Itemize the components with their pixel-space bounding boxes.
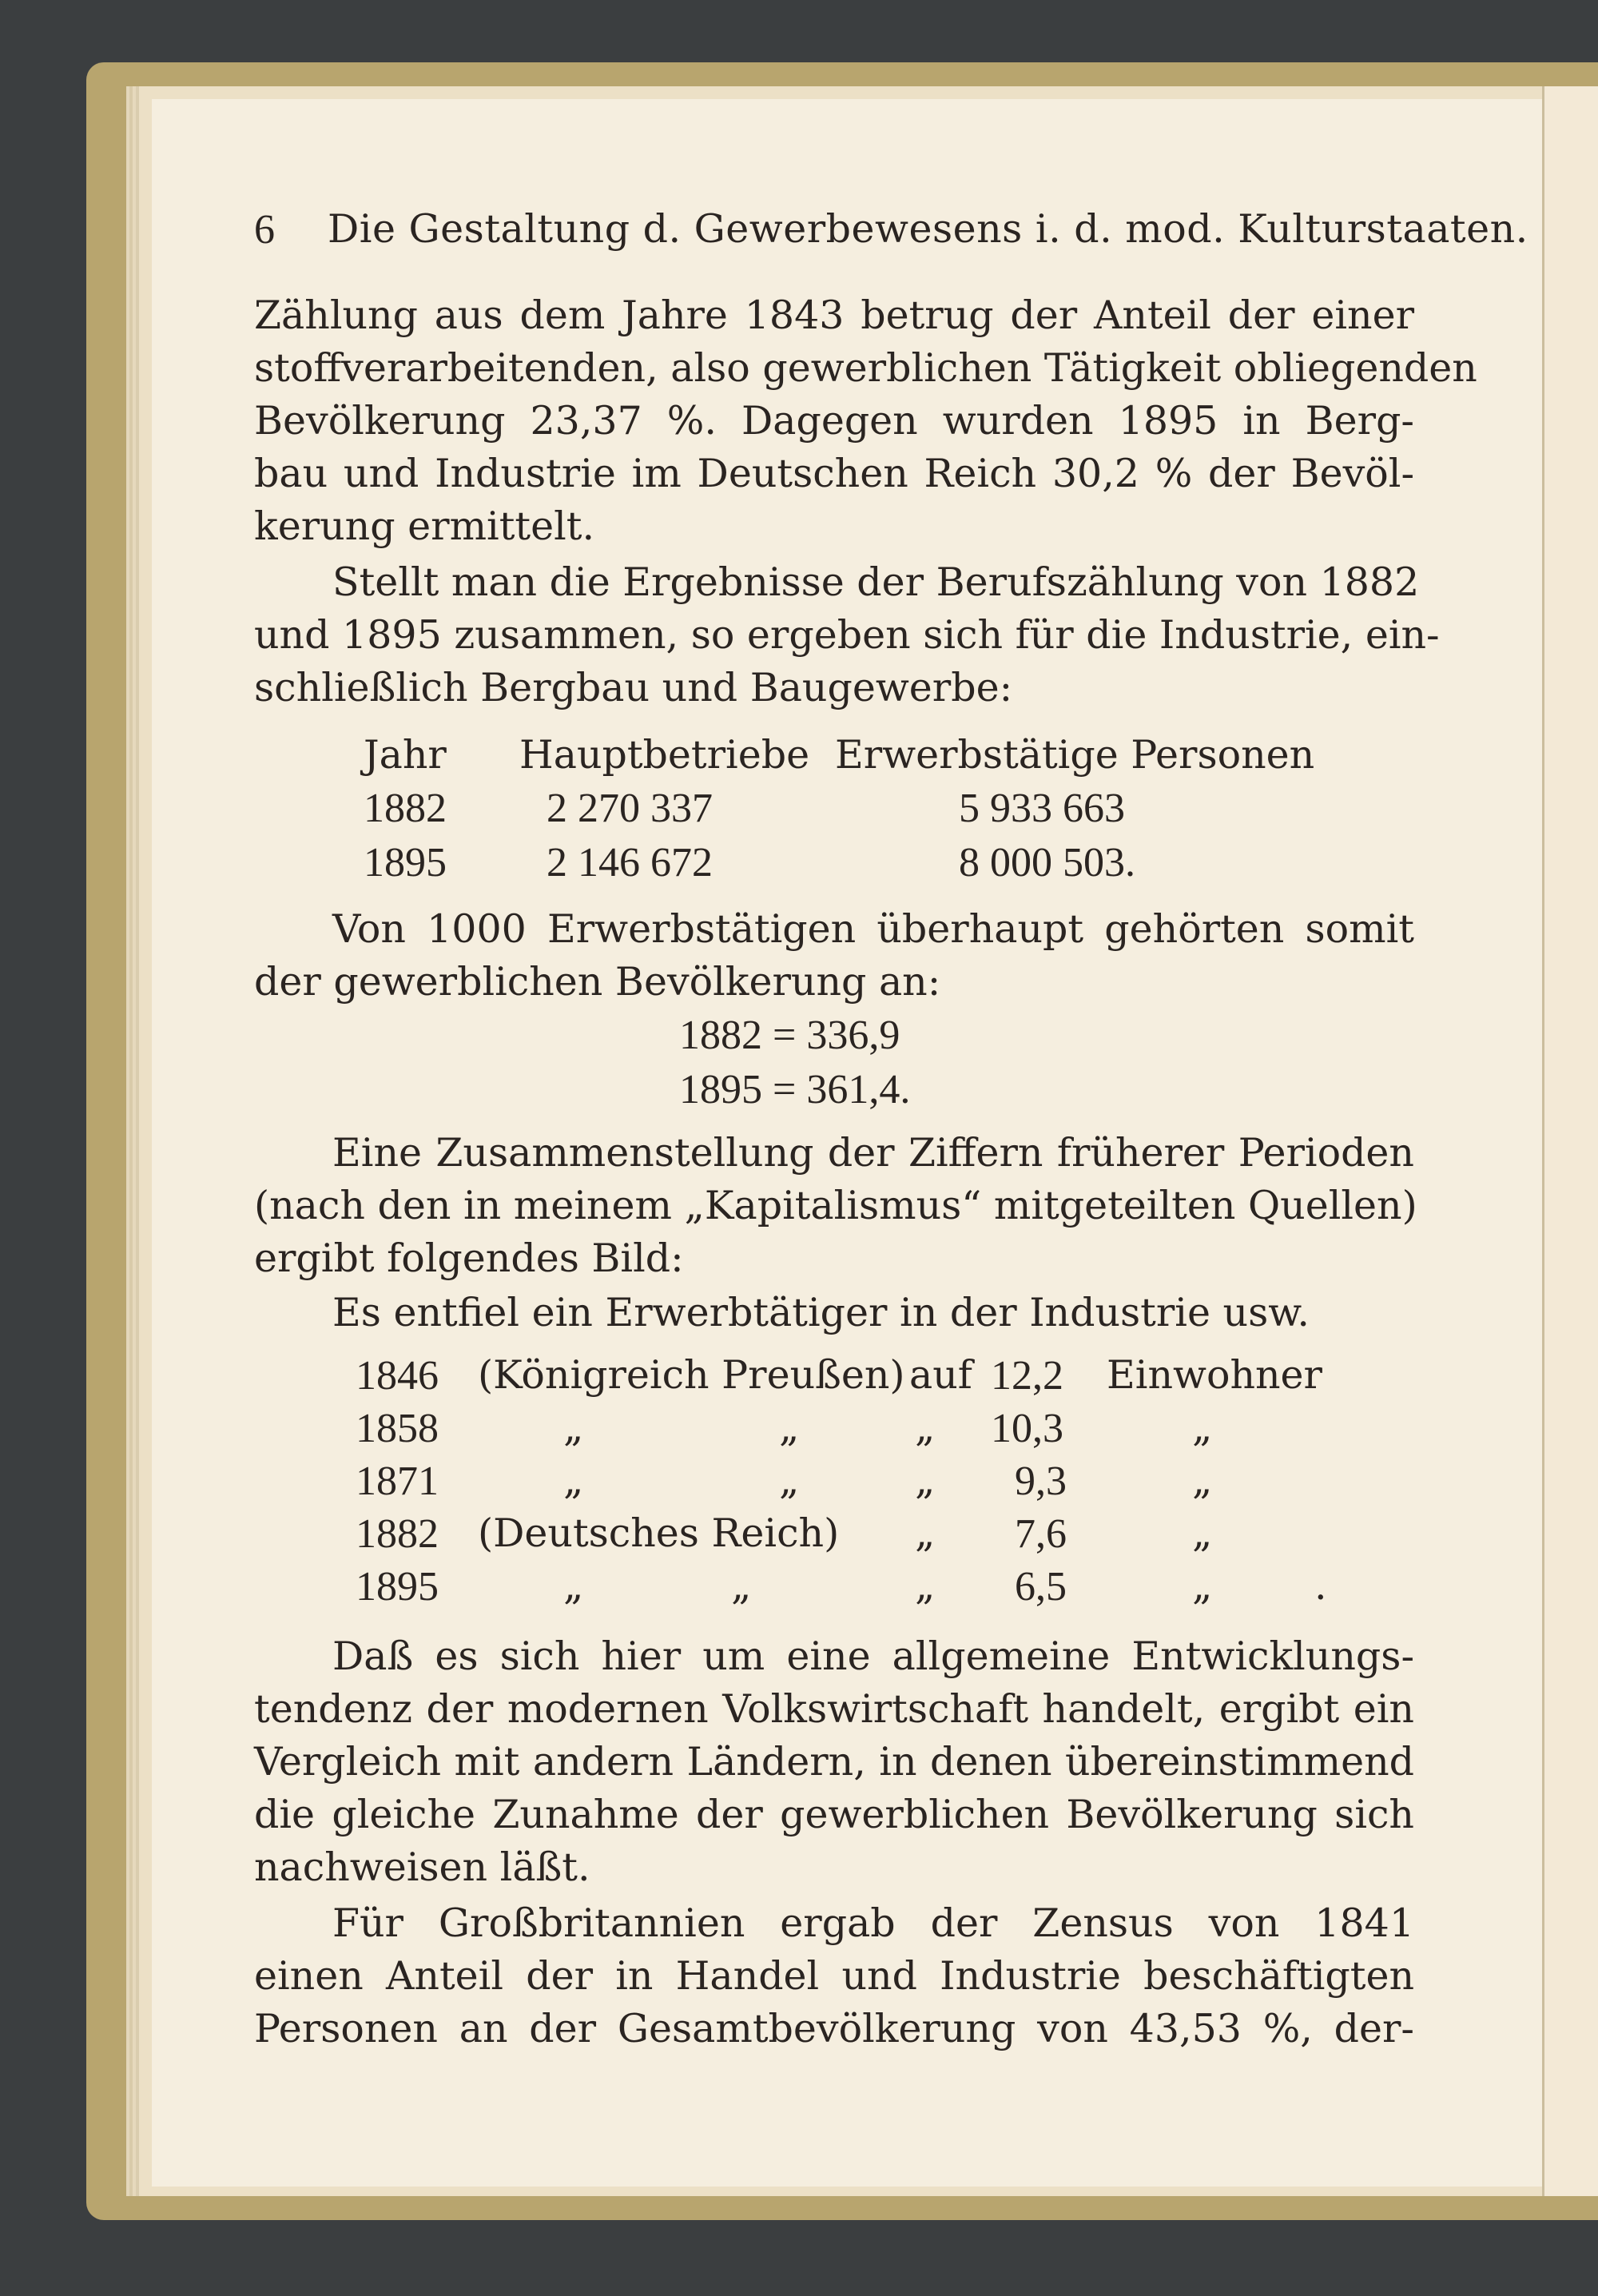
facing-page-edge	[1542, 86, 1598, 2196]
table-cell: „	[915, 1458, 936, 1503]
table-cell: 7,6	[1015, 1511, 1067, 1557]
table-cell: 12,2	[991, 1353, 1063, 1399]
text-line: Für Großbritannien ergab der Zensus von 1841	[332, 1900, 1414, 1946]
table-cell: „	[563, 1458, 584, 1503]
table-cell: „	[915, 1405, 936, 1450]
text-line: Vergleich mit andern Ländern, in denen übereinstimmend	[254, 1739, 1414, 1785]
table-cell: „	[779, 1405, 800, 1450]
table-header-persons: Erwerbstätige Personen	[835, 732, 1315, 778]
table-cell: 1882	[364, 786, 447, 831]
table-cell: „	[563, 1563, 584, 1609]
table-cell: „	[779, 1458, 800, 1503]
running-title: Die Gestaltung d. Gewerbewesens i. d. mod. Kulturstaaten.	[328, 206, 1528, 252]
table-cell: 8 000 503.	[959, 840, 1135, 885]
table-cell: „	[1192, 1458, 1213, 1503]
table-cell: „	[1192, 1510, 1213, 1556]
text-line: nachweisen läßt.	[254, 1844, 590, 1890]
text-line: die gleiche Zunahme der gewerblichen Bevölkerung sich	[254, 1792, 1414, 1837]
table-cell: 6,5	[1015, 1564, 1067, 1610]
table-cell: (Königreich Preußen)	[478, 1352, 905, 1398]
text-line: (nach den in meinem „Kapitalismus“ mitgeteilten Quellen)	[254, 1183, 1417, 1228]
text-line: bau und Industrie im Deutschen Reich 30,2 % der Bevöl-	[254, 451, 1414, 496]
text-line: einen Anteil der in Handel und Industrie beschäftigten	[254, 1953, 1414, 1999]
table-cell: Einwohner	[1107, 1352, 1322, 1398]
table-cell: „	[1192, 1563, 1213, 1609]
text-line: Stellt man die Ergebnisse der Berufszählung von 1882	[332, 559, 1420, 605]
table-cell: 10,3	[991, 1406, 1063, 1451]
text-line: Zählung aus dem Jahre 1843 betrug der Anteil der einer	[254, 292, 1414, 338]
table-cell: (Deutsches Reich)	[478, 1510, 840, 1556]
table-cell: „	[1192, 1405, 1213, 1450]
table-cell: 1882	[356, 1511, 439, 1557]
text-line: Von 1000 Erwerbstätigen überhaupt gehörten somit	[332, 906, 1414, 952]
table-cell: „	[731, 1563, 752, 1609]
text-line: und 1895 zusammen, so ergeben sich für die Industrie, ein-	[254, 612, 1440, 658]
text-line: Personen an der Gesamtbevölkerung von 43,53 %, der-	[254, 2006, 1414, 2051]
table-cell: „	[563, 1405, 584, 1450]
table-cell: 5 933 663	[959, 786, 1125, 831]
ratio-1895: 1895 = 361,4.	[679, 1067, 911, 1112]
table-cell: 1858	[356, 1406, 439, 1451]
text-line: Daß es sich hier um eine allgemeine Entwicklungs-	[332, 1633, 1414, 1679]
page-number: 6	[254, 207, 275, 253]
table-cell: „	[915, 1563, 936, 1609]
text-line: ergibt folgendes Bild:	[254, 1236, 684, 1281]
text-line: Es entfiel ein Erwerbtätiger in der Industrie usw.	[332, 1290, 1310, 1335]
table-cell: 1871	[356, 1458, 439, 1504]
table-cell: .	[1314, 1563, 1327, 1609]
table-cell: 1846	[356, 1353, 439, 1399]
text-line: Eine Zusammenstellung der Ziffern früherer Perioden	[332, 1130, 1414, 1176]
text-line: tendenz der modernen Volkswirtschaft handelt, ergibt ein	[254, 1686, 1414, 1732]
table-cell: 1895	[364, 840, 447, 885]
text-line: der gewerblichen Bevölkerung an:	[254, 959, 941, 1005]
text-line: schließlich Bergbau und Baugewerbe:	[254, 665, 1013, 710]
table-cell: 9,3	[1015, 1458, 1067, 1504]
table-cell: auf	[909, 1352, 972, 1398]
table-cell: 2 146 672	[547, 840, 713, 885]
table-cell: „	[915, 1510, 936, 1556]
ratio-1882: 1882 = 336,9	[679, 1013, 900, 1058]
table-cell: 2 270 337	[547, 786, 713, 831]
text-line: stoffverarbeitenden, also gewerblichen Tätigkeit obliegenden	[254, 345, 1477, 391]
table-header-year: Jahr	[364, 732, 447, 778]
text-line: kerung ermittelt.	[254, 503, 595, 549]
table-cell: 1895	[356, 1564, 439, 1610]
text-line: Bevölkerung 23,37 %. Dagegen wurden 1895 in Berg-	[254, 398, 1414, 444]
table-header-establishments: Hauptbetriebe	[519, 732, 810, 778]
